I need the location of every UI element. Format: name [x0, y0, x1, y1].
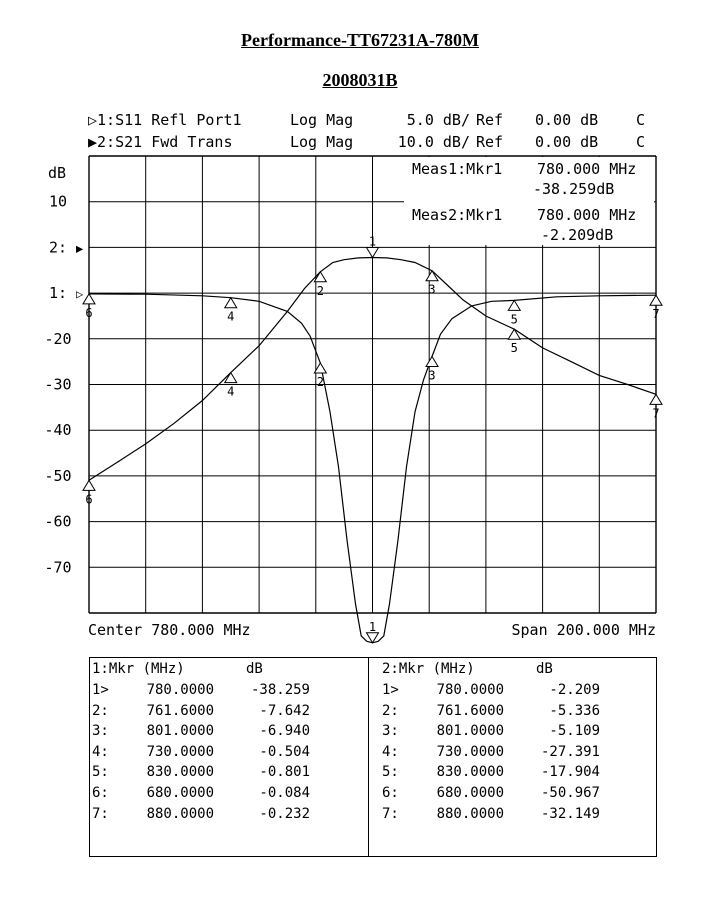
table-cell-value: -38.259 [250, 682, 310, 698]
marker-label: 4 [227, 384, 235, 399]
meas-2-freq: 780.000 MHz [537, 206, 637, 224]
table-cell-index: 6: [382, 785, 399, 801]
marker-1-7 [650, 295, 662, 305]
table-cell-value: -17.904 [540, 764, 600, 781]
unit-label: dB [48, 164, 67, 182]
table-cell-index: 7: [382, 805, 399, 822]
table-cell-index: 3: [382, 723, 399, 740]
table-cell-freq: 761.6000 [146, 702, 214, 719]
table-cell-index: 1> [92, 682, 109, 698]
marker-label: 1 [368, 234, 377, 249]
marker-label: 5 [510, 341, 518, 356]
channel-1-format: Log Mag [290, 111, 354, 129]
marker-1-6 [83, 294, 95, 304]
marker-label: 7 [652, 307, 660, 322]
table-cell-freq: 730.0000 [436, 743, 504, 760]
table-cell-freq: 761.6000 [436, 702, 504, 719]
y-tick-label: -70 [44, 558, 72, 577]
channel-1-ref: 0.00 dB [535, 111, 599, 129]
table-cell-freq: 780.0000 [436, 682, 504, 698]
marker-2-1 [367, 247, 379, 257]
table-cell-value: -27.391 [540, 743, 600, 760]
meas-2-label: Meas2:Mkr1 [412, 206, 503, 224]
marker-label: 5 [510, 312, 518, 327]
y-tick-label: -20 [44, 329, 72, 348]
table-header-label: 2:Mkr (MHz) [382, 661, 475, 677]
table-cell-freq: 680.0000 [146, 785, 214, 801]
table-cell-freq: 880.0000 [146, 805, 214, 822]
footer-span: Span 200.000 MHz [511, 621, 656, 639]
table-cell-freq: 680.0000 [436, 785, 504, 801]
marker-label: 2 [316, 374, 324, 389]
meas-1-value: -38.259dB [533, 180, 615, 198]
table-header-unit: dB [536, 661, 553, 677]
channel-1-param: S11 [115, 111, 143, 129]
channel-1-ref-label: Ref [476, 111, 504, 129]
ref-level-marker: ▷ [76, 287, 84, 302]
channel-1-flag: C [636, 111, 646, 129]
marker-1-4 [225, 298, 237, 308]
channel-1-prefix: ▷1: [88, 111, 116, 129]
table-cell-value: -2.209 [549, 682, 600, 698]
marker-table-ch1 [92, 658, 366, 856]
marker-label: 1 [368, 619, 377, 634]
table-cell-index: 4: [382, 743, 399, 760]
table-cell-index: 7: [92, 805, 109, 822]
marker-1-5 [508, 300, 520, 310]
marker-table-ch2 [382, 658, 656, 856]
table-cell-value: -7.642 [259, 702, 310, 719]
channel-2-ref: 0.00 dB [535, 133, 599, 151]
channel-2-desc: Fwd Trans [151, 133, 233, 151]
table-cell-index: 6: [92, 785, 109, 801]
ref-level-marker: ▶ [76, 241, 84, 256]
table-cell-freq: 880.0000 [436, 805, 504, 822]
channel-2-prefix: ▶2: [88, 133, 116, 151]
meas-2-value: -2.209dB [541, 226, 614, 244]
marker-label: 6 [85, 492, 93, 507]
table-divider [368, 658, 369, 856]
table-cell-index: 1> [382, 682, 399, 698]
channel-1-scale: 5.0 dB/ [406, 111, 470, 129]
page-subtitle: 2008031B [322, 70, 398, 90]
table-cell-freq: 830.0000 [146, 764, 214, 781]
marker-label: 7 [652, 406, 660, 421]
meas-1-freq: 780.000 MHz [537, 160, 637, 178]
table-cell-index: 2: [382, 702, 399, 719]
marker-table [89, 657, 657, 857]
channel-2-scale: 10.0 dB/ [397, 133, 470, 151]
table-cell-value: -5.336 [549, 702, 600, 719]
meas-1-label: Meas1:Mkr1 [412, 160, 503, 178]
table-cell-value: -6.940 [259, 723, 310, 740]
table-cell-freq: 801.0000 [146, 723, 214, 740]
channel-2-format: Log Mag [290, 133, 354, 151]
y-tick-label: -60 [44, 512, 72, 531]
table-cell-freq: 801.0000 [436, 723, 504, 740]
table-header-unit: dB [246, 661, 263, 677]
table-cell-value: -32.149 [540, 805, 600, 822]
y-tick-label: 10 [48, 192, 68, 211]
table-cell-value: -0.084 [259, 785, 310, 801]
table-cell-freq: 780.0000 [146, 682, 214, 698]
marker-label: 4 [227, 309, 235, 324]
table-header-label: 1:Mkr (MHz) [92, 661, 185, 677]
table-cell-index: 5: [382, 764, 399, 781]
table-cell-index: 5: [92, 764, 109, 781]
channel-2-param: S21 [115, 133, 143, 151]
marker-label: 3 [428, 368, 436, 383]
table-cell-value: -50.967 [540, 785, 600, 801]
marker-label: 6 [85, 305, 93, 320]
table-cell-value: -0.232 [259, 805, 310, 822]
y-tick-label: 2: [48, 238, 68, 257]
table-cell-value: -0.504 [259, 743, 310, 760]
table-cell-freq: 830.0000 [436, 764, 504, 781]
table-cell-index: 3: [92, 723, 109, 740]
table-cell-index: 4: [92, 743, 109, 760]
marker-1-3 [426, 357, 438, 367]
table-cell-value: -5.109 [549, 723, 600, 740]
marker-2-5 [508, 329, 520, 339]
table-cell-index: 2: [92, 702, 109, 719]
y-tick-label: 1: [48, 284, 68, 303]
y-tick-label: -30 [44, 375, 72, 394]
table-cell-freq: 730.0000 [146, 743, 214, 760]
marker-label: 2 [316, 283, 324, 298]
channel-1-desc: Refl Port1 [151, 111, 242, 129]
marker-2-7 [650, 394, 662, 404]
channel-2-ref-label: Ref [476, 133, 504, 151]
page-title: Performance-TT67231A-780M [241, 30, 479, 50]
channel-2-flag: C [636, 133, 646, 151]
footer-center: Center 780.000 MHz [88, 621, 251, 639]
y-tick-label: -50 [44, 466, 72, 485]
marker-2-6 [83, 480, 95, 490]
marker-2-3 [426, 271, 438, 281]
marker-label: 3 [428, 282, 436, 297]
table-cell-value: -0.801 [259, 764, 310, 781]
y-tick-label: -40 [44, 421, 72, 440]
